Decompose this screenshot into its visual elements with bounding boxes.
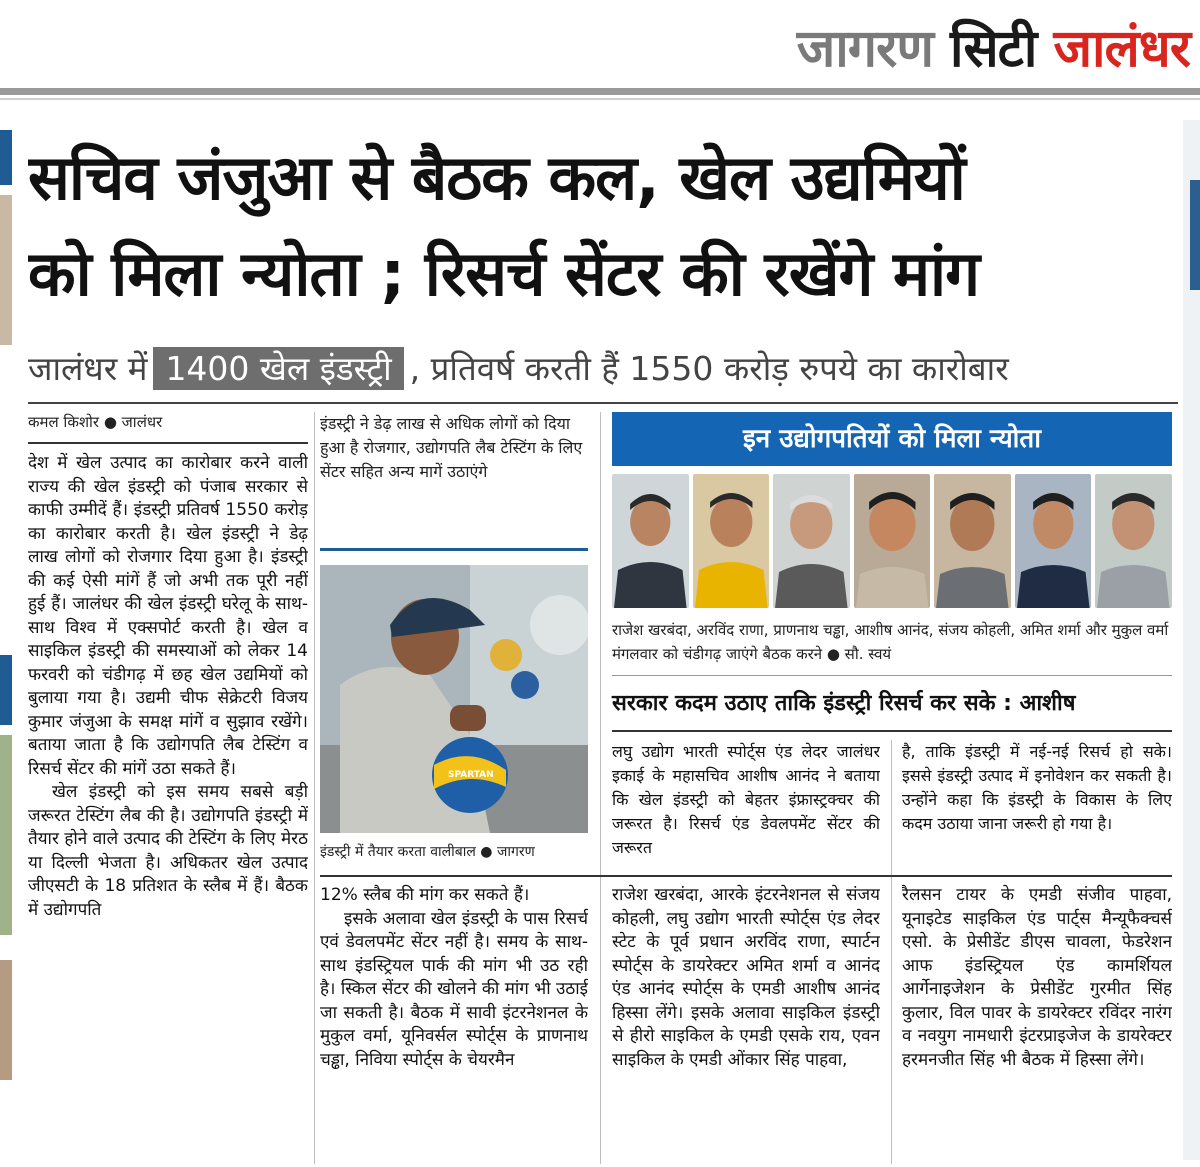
- invitees-caption: राजेश खरबंदा, अरविंद राणा, प्राणनाथ चड्ढा, आशीष आनंद, संजय कोहली, अमित शर्मा और मुकुल वर्मा मंगलवार को चंडीगढ़ जाएंगे बैठक करने ● सौ. स्वयं: [612, 621, 1169, 663]
- person-silhouette: [693, 474, 770, 608]
- subheadline: [28, 340, 1178, 398]
- masthead-city: सिटी: [950, 19, 1037, 79]
- article-paragraph: खेल इंडस्ट्री को इस समय सबसे बड़ी जरूरत टेस्टिंग लैब की है। उद्योगपति इंडस्ट्री में तैयार होने वाले उत्पाद की टेस्टिंग के लिए मेरठ या दिल्ली भेजता है। अधिकतर खेल उत्पाद जीएसटी के 18 प्रतिशत के स्लैब में हैं। बैठक में उद्योगपति: [28, 782, 308, 920]
- kicker: इंडस्ट्री ने डेढ़ लाख से अधिक लोगों को दिया हुआ है रोजगार, उद्योगपति लैब टेस्टिंग के लिए सेंटर सहित अन्य मागें उठाएंगे: [320, 414, 583, 481]
- person-silhouette: [612, 474, 689, 608]
- masthead-rule-thin: [0, 98, 1200, 100]
- byline: कमल किशोर ● जालंधर: [28, 413, 163, 431]
- left-edge-photo: [0, 960, 12, 1080]
- quote-subheading: सरकार कदम उठाए ताकि इंडस्ट्री रिसर्च कर सके : आशीष: [612, 691, 1076, 716]
- masthead: [560, 14, 1190, 84]
- person-photo: [934, 474, 1011, 608]
- person-silhouette: [1095, 474, 1172, 608]
- left-edge-strip: [0, 655, 12, 725]
- subheadline-after: , प्रतिवर्ष करती हैं 1550 करोड़ रुपये का कारोबार: [409, 349, 1009, 388]
- article-paragraph: इसके अलावा खेल इंडस्ट्री के पास रिसर्च एवं डेवलपमेंट सेंटर नहीं है। समय के साथ-साथ इंडस्ट्रियल पार्क की मांग भी उठ रही है। स्किल सेंटर की खोलने की मांग भी उठाई जा सकती है। बैठक में सावी इंटरनेशनल के मुकुल वर्मा, यूनिवर्सल स्पोर्ट्स के प्राणनाथ चड्ढा, निविया स्पोर्ट्स के चेयरमैन: [320, 908, 588, 1070]
- right-edge-photo: [1190, 180, 1200, 290]
- section-rule: [320, 875, 1172, 877]
- subheadline-before: जालंधर में: [28, 349, 148, 388]
- person-silhouette: [1015, 474, 1092, 608]
- quote-text-right: है, ताकि इंडस्ट्री में नई-नई रिसर्च हो सके। इससे इंडस्ट्री उत्पाद में इनोवेशन कर सकती है। उन्होंने कहा कि इंडस्ट्री के विकास के लिए कदम उठाया जाना जरूरी हो गया है।: [902, 742, 1172, 833]
- column-divider: [600, 412, 601, 1164]
- person-photo: [1095, 474, 1172, 608]
- masthead-jalandhar: जालंधर: [1053, 19, 1190, 79]
- photo-illustration: [320, 565, 588, 833]
- column-divider: [891, 740, 892, 1164]
- column-divider: [314, 412, 315, 1164]
- person-silhouette: [934, 474, 1011, 608]
- masthead-rule: [0, 88, 1200, 95]
- person-silhouette: [854, 474, 931, 608]
- subheadline-rule: [28, 402, 1178, 404]
- article-column-3: राजेश खरबंदा, आरके इंटरनेशनल से संजय कोहली, लघु उद्योग भारती स्पोर्ट्स एंड लेदर स्टेट के पूर्व प्रधान अरविंद राणा, स्पार्टन स्पोर्ट्स के डायरेक्टर अमित शर्मा व आनंद एंड आनंद स्पोर्ट्स के एमडी आशीष आनंद हिस्सा लेंगे। इसके अलावा साइकिल इंडस्ट्री से हीरो साइकिल के एमडी एसके राय, एवन साइकिल के एमडी ओंकार सिंह पाहवा,: [612, 885, 880, 1070]
- masthead-jagran: जागरण: [796, 19, 933, 79]
- article-paragraph: देश में खेल उत्पाद का कारोबार करने वाली राज्य की खेल इंडस्ट्री को पंजाब सरकार से काफी उम्मीदें हैं। इंडस्ट्री प्रतिवर्ष 1550 करोड़ का कारोबार करती है। खेल इंडस्ट्री ने डेढ़ लाख लोगों को रोजगार दिया हुआ है। इंडस्ट्री की कई ऐसी मांगें हैं जो अभी तक पूरी नहीं हुई हैं। जालंधर की खेल इंडस्ट्री घरेलू के साथ-साथ विश्व में एक्सपोर्ट करती है। खेल व साइकिल इंडस्ट्री की समस्याओं को लेकर 14 फरवरी को चंडीगढ़ में छह खेल उद्यमियों को बुलाया गया है। उद्यमी चीफ सेक्रेटरी विजय कुमार जंजुआ के समक्ष मांगें व सुझाव रखेंगे। बताया जाता है कि उद्योगपति लैब टेस्टिंग व रिसर्च सेंटर की मांगें उठा सकते हैं।: [28, 453, 308, 779]
- subheadline-highlight: 1400 खेल इंडस्ट्री: [153, 347, 403, 390]
- headline-line-2: को मिला न्योता ; रिसर्च सेंटर की रखेंगे मांग: [28, 237, 979, 310]
- photo-caption: इंडस्ट्री में तैयार करता वालीबाल ● जागरण: [320, 844, 535, 860]
- person-photo: [612, 474, 689, 608]
- invitees-box-heading: इन उद्योगपतियों को मिला न्योता: [612, 412, 1172, 466]
- article-column-2: [320, 884, 588, 1164]
- person-photo: [854, 474, 931, 608]
- left-edge-strip: [0, 130, 12, 185]
- headline: [28, 130, 1178, 322]
- article-column-4: रैलसन टायर के एमडी संजीव पाहवा, यूनाइटेड साइकिल एंड पार्ट्स मैन्यूफैक्चर्स एसो. के प्रेसीडेंट डीएस चावला, फेडरेशन आफ इंडस्ट्रियल एंड कामर्शियल आर्गेनाइजेशन के प्रेसीडेंट गुरमीत सिंह कुलार, विल पावर के डायरेक्टर रविंदर नारंग व नवयुग नामधारी इंटरप्राइजेज के डायरेक्टर हरमनजीत सिंह भी बैठक में हिस्सा लेंगे।: [902, 885, 1172, 1070]
- invitees-photo-strip: [612, 474, 1172, 608]
- ball-label: SPARTAN: [448, 770, 494, 780]
- quote-subheading-rule: [612, 730, 1172, 732]
- person-silhouette: [773, 474, 850, 608]
- article-paragraph: 12% स्लैब की मांग कर सकते हैं।: [320, 885, 530, 905]
- volleyball-worker-photo: [320, 565, 588, 833]
- left-edge-photo: [0, 735, 12, 935]
- kicker-rule: [320, 548, 588, 551]
- article-column-1: [28, 452, 308, 1164]
- quote-text-left: लघु उद्योग भारती स्पोर्ट्स एंड लेदर जालंधर इकाई के महासचिव आशीष आनंद ने बताया कि खेल इंडस्ट्री को बेहतर इंफ्रास्ट्रक्चर की जरूरत है। रिसर्च एंड डेवलपमेंट सेंटर की जरूरत: [612, 742, 880, 857]
- headline-line-1: सचिव जंजुआ से बैठक कल, खेल उद्यमियों: [28, 141, 965, 214]
- left-edge-photo: [0, 195, 12, 345]
- invitees-rule: [612, 675, 1172, 676]
- person-photo: [773, 474, 850, 608]
- person-photo: [1015, 474, 1092, 608]
- byline-rule: [28, 442, 308, 444]
- person-photo: [693, 474, 770, 608]
